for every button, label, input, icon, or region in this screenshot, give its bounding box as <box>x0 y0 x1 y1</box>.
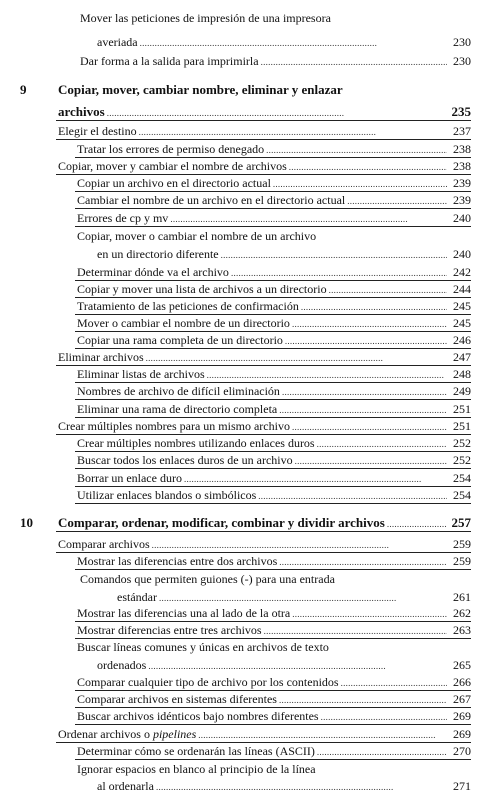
entry-title-line: Mover las peticiones de impresión de una impresora <box>80 11 331 25</box>
dot-leader <box>264 622 447 639</box>
toc-entry[interactable] <box>77 691 471 708</box>
toc-row <box>0 158 485 174</box>
entry-title-text: Comparar archivos <box>58 537 150 551</box>
dot-leader <box>184 470 447 487</box>
toc-row <box>0 82 485 98</box>
toc-row <box>0 778 485 794</box>
page-number: 263 <box>453 623 471 637</box>
dot-leader <box>170 210 447 227</box>
row-divider <box>56 531 471 532</box>
dot-leader <box>148 657 447 674</box>
entry-title <box>77 192 345 208</box>
entry-title-line: Copiar, mover o cambiar el nombre de un archivo <box>77 229 317 243</box>
page-number: 262 <box>453 606 471 620</box>
entry-title-text: averiada <box>97 35 138 49</box>
toc-entry[interactable] <box>77 383 471 400</box>
page-number: 251 <box>453 419 471 433</box>
entry-title <box>77 315 290 331</box>
entry-title <box>77 281 327 297</box>
page-number: 266 <box>453 675 471 689</box>
toc-row <box>0 418 485 434</box>
page-number: 269 <box>453 727 471 741</box>
row-divider <box>56 120 471 121</box>
dot-leader <box>156 778 447 795</box>
dot-leader <box>301 298 447 315</box>
page-number: 244 <box>453 282 471 296</box>
entry-title <box>97 246 219 262</box>
entry-title-text: Determinar cómo se ordenarán las líneas (ASCII) <box>77 744 315 758</box>
toc-row <box>0 515 485 531</box>
dot-leader <box>295 452 447 469</box>
entry-title-text: Crear múltiples nombres para un mismo archivo <box>58 419 290 433</box>
entry-title <box>58 536 150 552</box>
entry-title-text: Eliminar archivos <box>58 350 144 364</box>
entry-title <box>77 452 293 468</box>
dot-leader <box>329 281 447 298</box>
toc-row <box>0 470 485 486</box>
page-number: 247 <box>453 350 471 364</box>
entry-title-text: Cambiar el nombre de un archivo en el directorio actual <box>77 193 346 207</box>
page-number: 259 <box>453 537 471 551</box>
toc-entry[interactable] <box>97 657 471 674</box>
toc-row <box>0 639 485 655</box>
page-number: 259 <box>453 554 471 568</box>
page-number: 230 <box>453 54 471 68</box>
toc-entry[interactable] <box>77 298 471 315</box>
entry-title-text: Copiar y mover una lista de archivos a un directorio <box>77 282 327 296</box>
page-number: 249 <box>453 384 471 398</box>
toc-row <box>0 210 485 226</box>
dot-leader <box>107 104 447 121</box>
page-number: 269 <box>453 709 471 723</box>
toc-entry[interactable] <box>77 674 471 691</box>
entry-title <box>58 104 105 120</box>
toc-row <box>0 553 485 569</box>
row-divider <box>56 139 471 140</box>
entry-title <box>77 210 168 226</box>
toc-row <box>0 674 485 690</box>
dot-leader <box>321 708 447 725</box>
entry-title <box>77 470 182 486</box>
toc-entry[interactable] <box>77 210 471 227</box>
entry-title-line: Ignorar espacios en blanco al principio de la línea <box>77 762 316 776</box>
page-number: 252 <box>453 436 471 450</box>
toc-row <box>0 726 485 742</box>
toc-entry[interactable] <box>77 366 471 383</box>
page-number: 257 <box>451 515 471 530</box>
entry-title-text: Borrar un enlace duro <box>77 471 182 485</box>
entry-title-line: Comandos que permiten guiones (-) para una entrada <box>80 572 335 586</box>
row-divider <box>75 208 471 209</box>
entry-title-text: Buscar archivos idénticos bajo nombres diferentes <box>77 709 319 723</box>
toc-row <box>0 761 485 777</box>
dot-leader <box>139 123 447 140</box>
toc-entry[interactable] <box>77 401 471 418</box>
entry-title-text: Ordenar archivos o <box>58 727 153 741</box>
page-number: 254 <box>453 488 471 502</box>
page-number: 240 <box>453 247 471 261</box>
row-divider <box>75 468 471 469</box>
entry-title <box>58 123 137 139</box>
toc-row <box>0 246 485 262</box>
toc-entry[interactable] <box>58 349 471 366</box>
entry-title-text: Mostrar diferencias entre tres archivos <box>77 623 262 637</box>
entry-title-text: estándar <box>117 590 157 604</box>
toc-row <box>0 53 485 69</box>
entry-title-text: Elegir el destino <box>58 124 137 138</box>
entry-title-text: al ordenarla <box>97 779 154 793</box>
toc-row <box>0 401 485 417</box>
toc-row <box>0 315 485 331</box>
toc-row <box>0 605 485 621</box>
toc-row <box>0 298 485 314</box>
entry-title-line: Buscar líneas comunes y únicas en archivos de texto <box>77 640 329 654</box>
row-divider <box>75 226 471 227</box>
toc-entry[interactable] <box>80 53 471 70</box>
entry-title-text: Copiar, mover y cambiar el nombre de archivos <box>58 159 287 173</box>
entry-title <box>77 743 315 759</box>
toc-row <box>0 228 485 244</box>
entry-title-text: Dar forma a la salida para imprimirla <box>80 54 259 68</box>
page-number: 270 <box>453 744 471 758</box>
page-number: 235 <box>451 104 471 119</box>
dot-leader <box>266 141 447 158</box>
page-number: 239 <box>453 176 471 190</box>
dot-leader <box>282 383 447 400</box>
toc-row <box>0 487 485 503</box>
toc-row <box>0 383 485 399</box>
entry-title <box>117 589 157 605</box>
page-number: 245 <box>453 316 471 330</box>
dot-leader <box>140 34 447 51</box>
dot-leader <box>341 674 447 691</box>
entry-title <box>77 708 319 724</box>
toc-entry[interactable] <box>97 778 471 795</box>
entry-title-text: ordenados <box>97 658 147 672</box>
entry-title-text: Comparar archivos en sistemas diferentes <box>77 692 277 706</box>
entry-title-line: Copiar, mover, cambiar nombre, eliminar y enlazar <box>58 82 343 97</box>
entry-title <box>77 141 264 157</box>
toc-row <box>0 123 485 139</box>
dot-leader <box>207 366 447 383</box>
entry-title <box>77 691 277 707</box>
toc-entry[interactable] <box>77 553 471 570</box>
entry-title <box>77 383 280 399</box>
toc-row <box>0 349 485 365</box>
page-number: 265 <box>453 658 471 672</box>
entry-title-text: Mostrar las diferencias una al lado de la otra <box>77 606 291 620</box>
entry-title <box>58 418 290 434</box>
entry-title <box>77 401 277 417</box>
entry-title-text: Utilizar enlaces blandos o simbólicos <box>77 488 257 502</box>
page-number: 239 <box>453 193 471 207</box>
toc-row <box>0 435 485 451</box>
entry-title <box>77 605 290 621</box>
toc-row <box>0 366 485 382</box>
entry-title-text: Errores de cp y mv <box>77 211 169 225</box>
entry-title-text: archivos <box>58 104 105 119</box>
toc-entry[interactable] <box>58 515 471 532</box>
page-number: 246 <box>453 333 471 347</box>
entry-title-text: Tratar los errores de permiso denegado <box>77 142 265 156</box>
dot-leader <box>198 726 447 743</box>
entry-title <box>77 332 283 348</box>
page-number: 242 <box>453 265 471 279</box>
entry-title-text: Determinar dónde va el archivo <box>77 265 229 279</box>
dot-leader <box>152 536 447 553</box>
entry-title <box>77 553 277 569</box>
chapter-number: 10 <box>20 515 33 530</box>
dot-leader <box>279 691 447 708</box>
entry-title <box>77 622 262 638</box>
toc-row <box>0 589 485 605</box>
entry-title <box>97 778 154 794</box>
entry-title-text: Comparar, ordenar, modificar, combinar y dividir archivos <box>58 515 385 530</box>
page-number: 251 <box>453 402 471 416</box>
toc-entry[interactable] <box>77 435 471 452</box>
toc-entry[interactable] <box>58 158 471 175</box>
toc-row <box>0 10 485 26</box>
page-number: 248 <box>453 367 471 381</box>
page-number: 254 <box>453 471 471 485</box>
toc-row <box>0 708 485 724</box>
toc-entry[interactable] <box>77 470 471 487</box>
entry-title <box>77 175 271 191</box>
toc-row <box>0 571 485 587</box>
dot-leader <box>292 418 447 435</box>
entry-title-text: Comparar cualquier tipo de archivo por los contenidos <box>77 675 339 689</box>
page-number: 271 <box>453 779 471 793</box>
dot-leader <box>159 589 447 606</box>
toc-row <box>0 281 485 297</box>
dot-leader <box>273 175 447 192</box>
page-number: 252 <box>453 453 471 467</box>
dot-leader <box>387 515 447 532</box>
entry-title <box>58 158 287 174</box>
toc-row <box>0 691 485 707</box>
toc-row <box>0 192 485 208</box>
toc-row <box>0 536 485 552</box>
page-number: 240 <box>453 211 471 225</box>
toc-row <box>0 622 485 638</box>
toc-entry[interactable] <box>117 589 471 606</box>
toc-entry[interactable] <box>97 34 471 51</box>
dot-leader <box>258 487 447 504</box>
entry-title-text: Eliminar listas de archivos <box>77 367 205 381</box>
dot-leader <box>289 158 447 175</box>
entry-title-text: Nombres de archivo de difícil eliminación <box>77 384 280 398</box>
dot-leader <box>292 605 447 622</box>
entry-title <box>58 726 196 742</box>
chapter-number: 9 <box>20 82 27 97</box>
row-divider <box>75 569 471 570</box>
page-number: 261 <box>453 590 471 604</box>
dot-leader <box>146 349 447 366</box>
entry-title-text: Tratamiento de las peticiones de confirmación <box>77 299 299 313</box>
entry-title-text: Eliminar una rama de directorio completa <box>77 402 278 416</box>
dot-leader <box>279 553 447 570</box>
entry-title <box>77 366 205 382</box>
dot-leader <box>231 264 447 281</box>
toc-entry[interactable] <box>97 246 471 263</box>
toc-entry[interactable] <box>77 192 471 209</box>
page-number: 245 <box>453 299 471 313</box>
toc-entry[interactable] <box>58 123 471 140</box>
entry-title <box>97 34 138 50</box>
toc-entry[interactable] <box>77 708 471 725</box>
entry-title <box>97 657 146 673</box>
entry-title <box>77 264 229 280</box>
toc-entry[interactable] <box>77 487 471 504</box>
toc-row <box>0 657 485 673</box>
row-divider <box>75 724 471 725</box>
toc-row <box>0 452 485 468</box>
entry-title-text: Mostrar las diferencias entre dos archivos <box>77 554 278 568</box>
entry-title <box>58 349 144 365</box>
dot-leader <box>317 435 447 452</box>
dot-leader <box>279 401 447 418</box>
toc-entry[interactable] <box>77 315 471 332</box>
toc-entry[interactable] <box>58 726 471 743</box>
page-number: 238 <box>453 142 471 156</box>
toc-entry[interactable] <box>77 264 471 281</box>
toc-entry[interactable] <box>77 452 471 469</box>
dot-leader <box>285 332 447 349</box>
page-number: 238 <box>453 159 471 173</box>
row-divider <box>75 399 471 400</box>
toc-row <box>0 743 485 759</box>
dot-leader <box>347 192 447 209</box>
dot-leader <box>292 315 447 332</box>
entry-title <box>77 674 339 690</box>
toc-row <box>0 34 485 50</box>
entry-title <box>77 487 256 503</box>
dot-leader <box>221 246 447 263</box>
entry-title-text: Copiar un archivo en el directorio actual <box>77 176 271 190</box>
page-number: 230 <box>453 35 471 49</box>
toc-row <box>0 175 485 191</box>
toc-entry[interactable] <box>77 622 471 639</box>
toc-entry[interactable] <box>58 104 471 121</box>
entry-title-text: Mover o cambiar el nombre de un directorio <box>77 316 290 330</box>
toc-row <box>0 141 485 157</box>
dot-leader <box>317 743 447 760</box>
entry-title-italic: pipelines <box>152 727 197 741</box>
page-number: 267 <box>453 692 471 706</box>
toc-entry[interactable] <box>58 536 471 553</box>
entry-title-text: en un directorio diferente <box>97 247 219 261</box>
toc-row <box>0 332 485 348</box>
entry-title <box>80 53 259 69</box>
toc-row <box>0 104 485 120</box>
toc-entry[interactable] <box>77 332 471 349</box>
toc-entry[interactable] <box>77 605 471 622</box>
toc-entry[interactable] <box>77 281 471 298</box>
entry-title <box>77 298 299 314</box>
entry-title-text: Buscar todos los enlaces duros de un archivo <box>77 453 293 467</box>
dot-leader <box>261 53 447 70</box>
toc-entry[interactable] <box>77 175 471 192</box>
entry-title-text: Copiar una rama completa de un directorio <box>77 333 283 347</box>
page-number: 237 <box>453 124 471 138</box>
row-divider <box>75 759 471 760</box>
row-divider <box>75 503 471 504</box>
toc-row <box>0 264 485 280</box>
entry-title <box>58 515 385 531</box>
entry-title-text: Crear múltiples nombres utilizando enlaces duros <box>77 436 315 450</box>
toc-entry[interactable] <box>77 743 471 760</box>
toc-entry[interactable] <box>77 141 471 158</box>
entry-title <box>77 435 315 451</box>
toc-entry[interactable] <box>58 418 471 435</box>
